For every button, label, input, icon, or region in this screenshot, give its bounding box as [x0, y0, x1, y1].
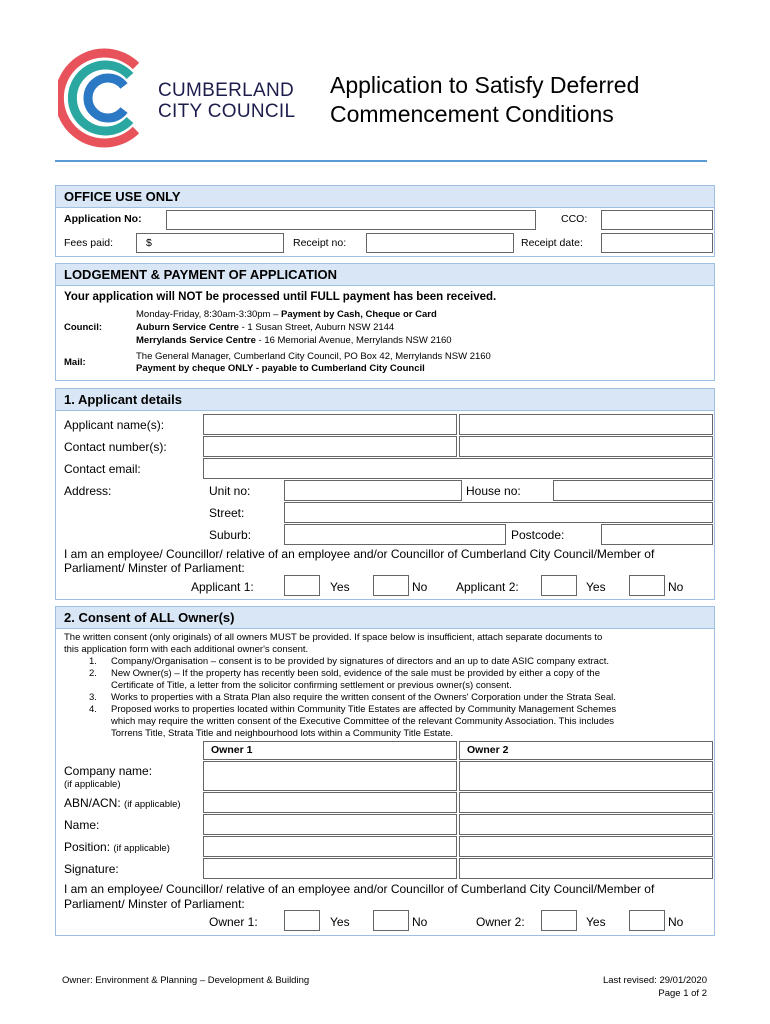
owner-1-yes-label: Yes — [330, 915, 350, 929]
owner-2-name-field[interactable] — [459, 814, 713, 835]
abn-acn-if-applicable: (if applicable) — [124, 799, 181, 810]
application-no-label: Application No: — [64, 213, 142, 225]
mail-address: The General Manager, Cumberland City Council, PO Box 42, Merrylands NSW 2160 — [136, 351, 491, 362]
signature-label: Signature: — [64, 862, 119, 876]
council-payment-methods: Payment by Cash, Cheque or Card — [281, 309, 437, 320]
auburn-centre-name: Auburn Service Centre — [136, 322, 239, 333]
owners-item-1-line1: Company/Organisation – consent is to be provided by signatures of directors and an up to date ASIC company extract. — [111, 656, 609, 667]
address-label: Address: — [64, 484, 112, 498]
house-no-field[interactable] — [553, 480, 713, 501]
applicant-2-yes-checkbox[interactable] — [541, 575, 577, 596]
abn-acn-label: ABN/ACN: — [64, 796, 121, 810]
dollar-sign: $ — [146, 237, 152, 249]
house-no-label: House no: — [466, 484, 521, 498]
page-title-line1: Application to Satisfy Deferred — [330, 72, 640, 98]
owner-2-abn-field[interactable] — [459, 792, 713, 813]
receipt-no-field[interactable] — [366, 233, 514, 253]
applicant-name-1-field[interactable] — [203, 414, 457, 435]
owners-consent-heading: 2. Consent of ALL Owner(s) — [56, 607, 714, 629]
owner-2-no-checkbox[interactable] — [629, 910, 665, 931]
suburb-label: Suburb: — [209, 528, 252, 542]
footer-owner: Owner: Environment & Planning – Development & Building — [62, 975, 310, 986]
applicant-details-section — [55, 388, 715, 600]
owner-1-no-checkbox[interactable] — [373, 910, 409, 931]
owner-2-company-name-field[interactable] — [459, 761, 713, 791]
council-logo — [58, 48, 158, 148]
owner-1-position-field[interactable] — [203, 836, 457, 857]
council-hours-line — [136, 309, 437, 320]
owner-1-signature-field[interactable] — [203, 858, 457, 879]
application-no-field[interactable] — [166, 210, 536, 230]
applicant-1-no-checkbox[interactable] — [373, 575, 409, 596]
owners-item-1-num: 1. — [89, 656, 97, 667]
cco-field[interactable] — [601, 210, 713, 230]
applicant-2-no-checkbox[interactable] — [629, 575, 665, 596]
owner-2-yes-label: Yes — [586, 915, 606, 929]
owners-item-2-line1: New Owner(s) – If the property has recently been sold, evidence of the sale must be provided by either a copy of the — [111, 668, 600, 679]
owners-declaration-line1: I am an employee/ Councillor/ relative of an employee and/or Councillor of Cumberland City Council/Member of — [64, 882, 655, 896]
applicant-1-label: Applicant 1: — [191, 580, 254, 594]
contact-email-label: Contact email: — [64, 462, 141, 476]
merrylands-centre-address: - 16 Memorial Avenue, Merrylands NSW 2160 — [255, 335, 452, 346]
mail-label: Mail: — [64, 357, 86, 368]
owner-1-abn-field[interactable] — [203, 792, 457, 813]
contact-number-1-field[interactable] — [203, 436, 457, 457]
owners-intro-line1: The written consent (only originals) of all owners MUST be provided. If space below is insufficient, attach separate documents to — [64, 632, 603, 643]
office-use-section — [55, 185, 715, 257]
owners-declaration-line2: Parliament/ Minster of Parliament: — [64, 897, 245, 911]
logo-text-line2: CITY COUNCIL — [158, 101, 296, 122]
owner-2-position-field[interactable] — [459, 836, 713, 857]
owners-item-4-line3: Torrens Title, Strata Title and neighbourhood lots within a Community Title Estate. — [111, 728, 454, 739]
footer-last-revised: Last revised: 29/01/2020 — [602, 975, 707, 986]
applicant-1-yes-checkbox[interactable] — [284, 575, 320, 596]
owner-2-declaration-label: Owner 2: — [476, 915, 525, 929]
mail-payment-note: Payment by cheque ONLY - payable to Cumberland City Council — [136, 363, 425, 374]
company-name-if-applicable: (if applicable) — [64, 779, 121, 790]
owner-1-yes-checkbox[interactable] — [284, 910, 320, 931]
merrylands-centre-name: Merrylands Service Centre — [136, 335, 256, 346]
owner-2-heading: Owner 2 — [467, 744, 509, 756]
receipt-date-field[interactable] — [601, 233, 713, 253]
applicant-name-2-field[interactable] — [459, 414, 713, 435]
applicant-1-yes-label: Yes — [330, 580, 350, 594]
owners-consent-section — [55, 606, 715, 936]
owners-item-3-line1: Works to properties with a Strata Plan also require the written consent of the Owners' Corporation under the Strata Seal. — [111, 692, 616, 703]
merrylands-centre-line — [136, 335, 452, 346]
logo-text-line1: CUMBERLAND — [158, 80, 295, 101]
owners-item-4-line2: which may require the written consent of the Executive Committee of the relevant Community Association. This includes — [111, 716, 615, 727]
contact-number-2-field[interactable] — [459, 436, 713, 457]
owner-2-no-label: No — [668, 915, 684, 929]
postcode-label: Postcode: — [511, 528, 565, 542]
owners-item-3-num: 3. — [89, 692, 97, 703]
contact-numbers-label: Contact number(s): — [64, 440, 167, 454]
street-label: Street: — [209, 506, 245, 520]
applicant-declaration-line2: Parliament/ Minster of Parliament: — [64, 561, 245, 575]
lodgement-section — [55, 263, 715, 381]
page-title-line2: Commencement Conditions — [330, 101, 614, 127]
contact-email-field[interactable] — [203, 458, 713, 479]
council-hours-text: Monday-Friday, 8:30am-3:30pm – — [136, 309, 282, 320]
unit-no-field[interactable] — [284, 480, 462, 501]
applicant-names-label: Applicant name(s): — [64, 418, 165, 432]
owner-name-label: Name: — [64, 818, 100, 832]
office-use-heading: OFFICE USE ONLY — [56, 186, 714, 208]
applicant-details-heading: 1. Applicant details — [56, 389, 714, 411]
applicant-2-yes-label: Yes — [586, 580, 606, 594]
applicant-2-label: Applicant 2: — [456, 580, 519, 594]
owner-2-signature-field[interactable] — [459, 858, 713, 879]
applicant-1-no-label: No — [412, 580, 428, 594]
street-field[interactable] — [284, 502, 713, 523]
lodgement-heading: LODGEMENT & PAYMENT OF APPLICATION — [56, 264, 714, 286]
abn-acn-label-line — [64, 796, 181, 810]
receipt-date-label: Receipt date: — [521, 237, 583, 249]
owner-1-heading: Owner 1 — [211, 744, 253, 756]
auburn-centre-address: - 1 Susan Street, Auburn NSW 2144 — [238, 322, 395, 333]
cco-label: CCO: — [561, 213, 588, 225]
owner-1-name-field[interactable] — [203, 814, 457, 835]
owners-item-2-num: 2. — [89, 668, 97, 679]
position-label-line — [64, 840, 170, 854]
footer-page-number: Page 1 of 2 — [658, 988, 707, 999]
owner-1-company-name-field[interactable] — [203, 761, 457, 791]
payment-warning: Your application will NOT be processed until FULL payment has been received. — [64, 291, 497, 303]
receipt-no-label: Receipt no: — [293, 237, 347, 249]
unit-no-label: Unit no: — [209, 484, 251, 498]
owners-item-4-num: 4. — [89, 704, 97, 715]
applicant-2-no-label: No — [668, 580, 684, 594]
owner-1-no-label: No — [412, 915, 428, 929]
company-name-label: Company name: — [64, 764, 153, 778]
owners-item-4-line1: Proposed works to properties located within Community Title Estates are affected by Community Management Schemes — [111, 704, 617, 715]
postcode-field[interactable] — [601, 524, 713, 545]
header-divider — [55, 160, 707, 162]
auburn-centre-line — [136, 322, 394, 333]
position-if-applicable: (if applicable) — [113, 843, 170, 854]
council-label: Council: — [64, 322, 102, 333]
position-label: Position: — [64, 840, 111, 854]
owners-intro-line2: this application form with each additional owner's consent. — [64, 644, 309, 655]
suburb-field[interactable] — [284, 524, 506, 545]
applicant-declaration-line1: I am an employee/ Councillor/ relative of an employee and/or Councillor of Cumberland City Council/Member of — [64, 547, 655, 561]
owners-item-2-line2: Certificate of Title, a letter from the solicitor confirming settlement or previous owner(s) consent. — [111, 680, 512, 691]
owner-1-declaration-label: Owner 1: — [209, 915, 258, 929]
fees-paid-field[interactable] — [136, 233, 284, 253]
owner-2-yes-checkbox[interactable] — [541, 910, 577, 931]
fees-paid-label: Fees paid: — [64, 237, 114, 249]
